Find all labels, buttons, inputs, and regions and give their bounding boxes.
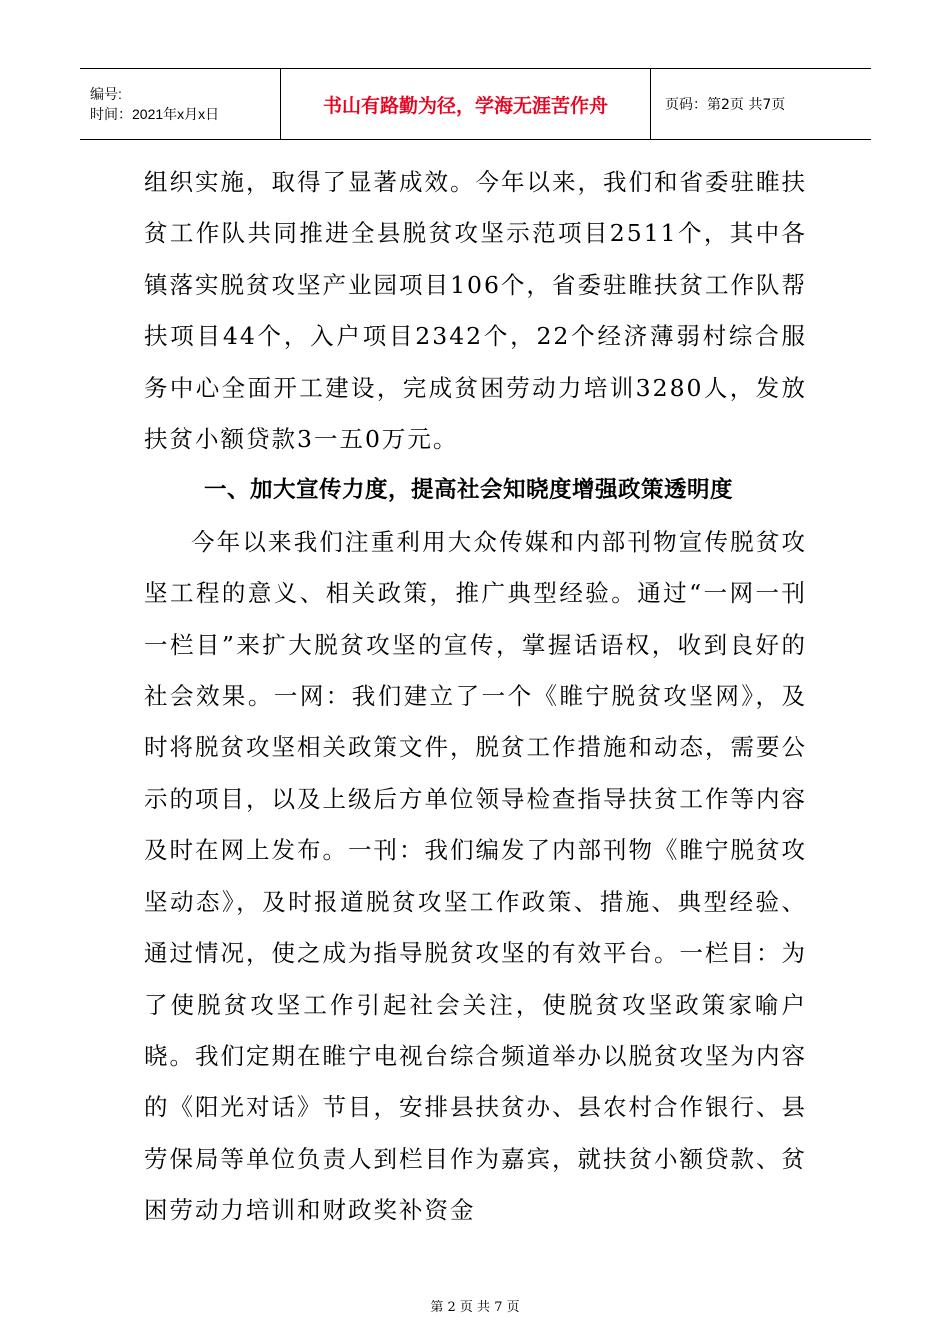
document-body: [144, 157, 807, 1237]
paragraph-2: 今年以来我们注重利用大众传媒和内部刊物宣传脱贫攻坚工程的意义、相关政策，推广典型经验。通过“一网一刊一栏目”来扩大脱贫攻坚的宣传，掌握话语权，收到良好的社会效果。一网：我们建立了一个《睢宁脱贫攻坚网》，及时将脱贫攻坚相关政策文件，脱贫工作措施和动态，需要公示的项目，以及上级后方单位领导检查指导扶贫工作等内容及时在网上发布。一刊：我们编发了内部刊物《睢宁脱贫攻坚动态》，及时报道脱贫攻坚工作政策、措施、典型经验、通过情况，使之成为指导脱贫攻坚的有效平台。一栏目：为了使脱贫攻坚工作引起社会关注，使脱贫攻坚政策家喻户晓。我们定期在睢宁电视台综合频道举办以脱贫攻坚为内容的《阳光对话》节目，安排县扶贫办、县农村合作银行、县劳保局等单位负责人到栏目作为嘉宾，就扶贫小额贷款、贫困劳动力培训和财政奖补资金: [144, 527, 807, 1225]
document-date: 时间：2021年x月x日: [90, 106, 220, 122]
page-footer: 第 2 页 共 7 页: [430, 1300, 520, 1315]
header-motto: [281, 69, 651, 139]
paragraph-1: 组织实施，取得了显著成效。今年以来，我们和省委驻睢扶贫工作队共同推进全县脱贫攻坚示范项目2511个，其中各镇落实脱贫攻坚产业园项目106个，省委驻睢扶贫工作队帮扶项目44个，入户项目2342个，22个经济薄弱村综合服务中心全面开工建设，完成贫困劳动力培训3280人，发放扶贫小额贷款3一五0万元。: [144, 168, 807, 454]
header-meta: [80, 69, 281, 139]
document-header: [80, 68, 871, 140]
document-number-label: 编号:: [90, 86, 122, 102]
header-page-info: [651, 69, 871, 139]
section-heading-1: 一、加大宣传力度，提高社会知晓度增强政策透明度: [204, 477, 734, 504]
page-info-text: 页码：第2页 共7页: [665, 97, 786, 113]
motto-text: 书山有路勤为径，学海无涯苦作舟: [322, 94, 608, 117]
